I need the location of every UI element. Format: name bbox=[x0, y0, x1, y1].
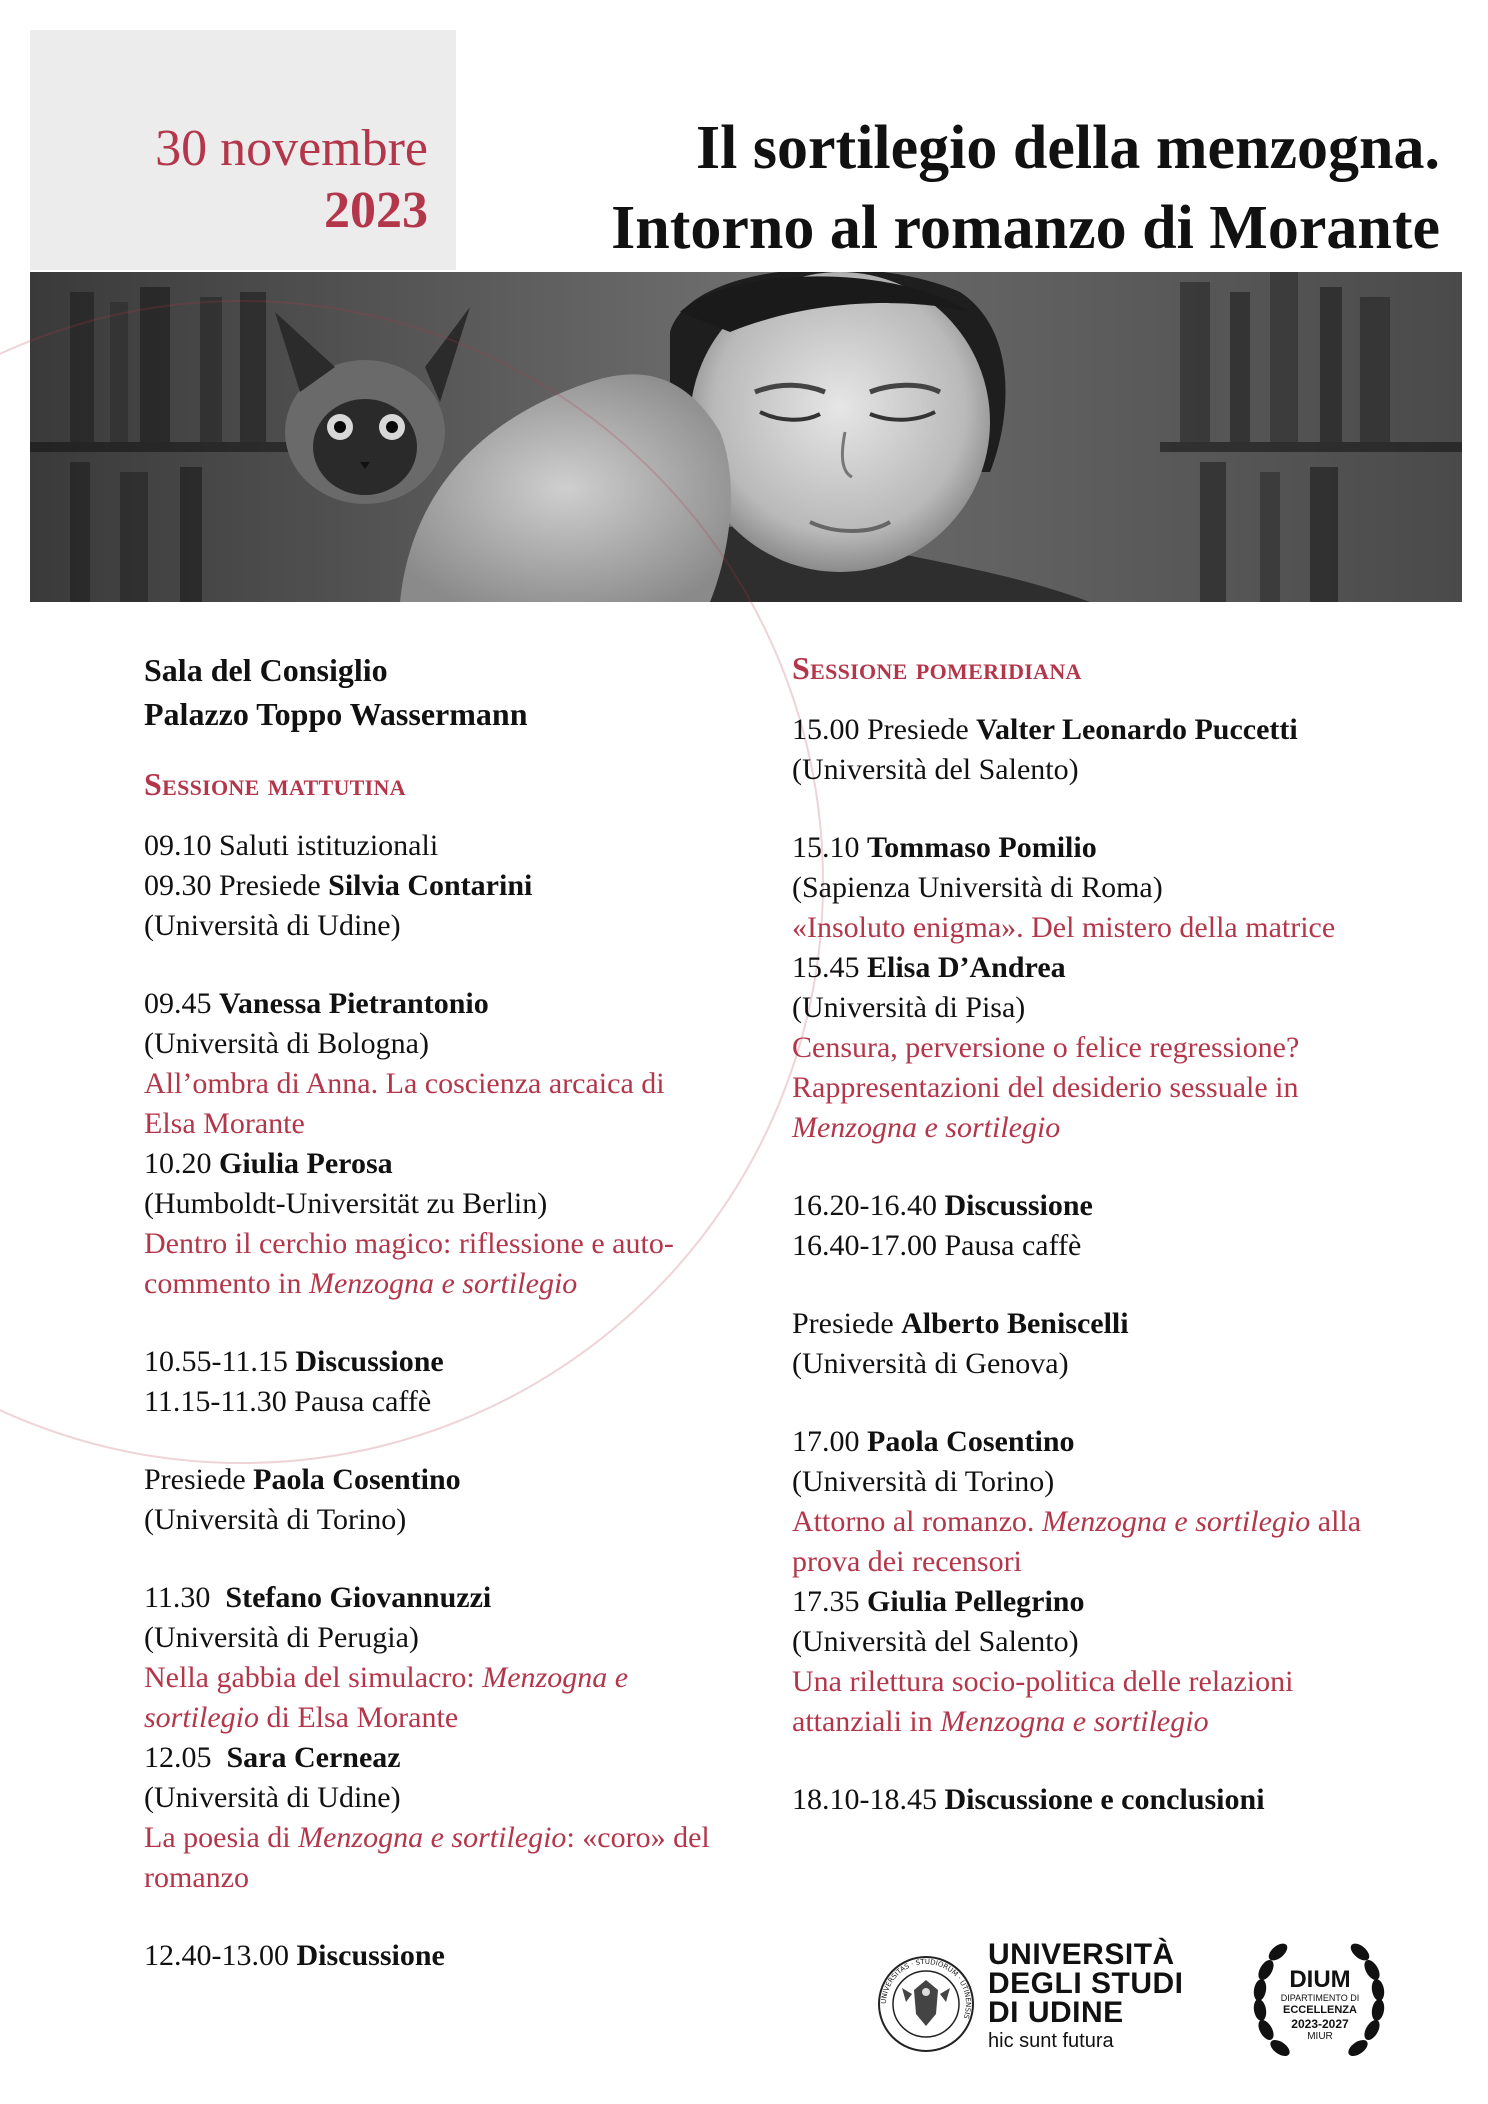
talk-entry bbox=[792, 948, 1392, 1148]
chair-entry bbox=[792, 1304, 1392, 1384]
logos-footer bbox=[876, 1930, 1456, 2080]
saluti-entry bbox=[144, 826, 714, 866]
chair-prefix: Presiede bbox=[144, 1463, 246, 1496]
morning-opening bbox=[144, 826, 714, 946]
discussion-time: 10.55-11.15 bbox=[144, 1345, 288, 1378]
event-date-day: 30 novembre bbox=[155, 120, 428, 177]
talk-title bbox=[792, 1502, 1392, 1582]
closing-block bbox=[792, 1780, 1392, 1820]
talk-title bbox=[792, 1662, 1392, 1742]
speaker-affiliation: (Humboldt-Universität zu Berlin) bbox=[144, 1187, 548, 1220]
talk-time: 10.20 bbox=[144, 1147, 212, 1180]
talk-title-text: Attorno al romanzo. bbox=[792, 1505, 1035, 1538]
closing-time: 18.10-18.45 bbox=[792, 1783, 937, 1816]
discussion-label: Discussione bbox=[295, 1345, 444, 1378]
chair-affiliation: (Università del Salento) bbox=[792, 753, 1079, 786]
talk-entry bbox=[144, 1144, 714, 1304]
photo-woman-with-cat bbox=[30, 272, 1462, 602]
talk-title-text: di Elsa Morante bbox=[266, 1701, 459, 1734]
discussion-block bbox=[144, 1936, 714, 1976]
afternoon-column bbox=[792, 648, 1392, 1820]
coffee-break-label: Pausa caffè bbox=[944, 1229, 1082, 1262]
seal-text: UNIVERSITAS · STUDIORUM · UTINENSIS bbox=[879, 1957, 973, 2020]
talk-title-text: alla prova dei recensori bbox=[792, 1505, 1362, 1578]
chair-prefix: Presiede bbox=[867, 713, 969, 746]
speaker-affiliation: (Università di Udine) bbox=[144, 1781, 401, 1814]
venue-building: Palazzo Toppo Wassermann bbox=[144, 696, 528, 732]
venue bbox=[144, 648, 714, 736]
speaker-affiliation: (Sapienza Università di Roma) bbox=[792, 871, 1163, 904]
talk-entry bbox=[144, 1738, 714, 1898]
header-photo bbox=[30, 272, 1462, 602]
talk-entry bbox=[792, 828, 1392, 948]
dium-name: DIUM bbox=[1289, 1966, 1351, 1993]
dium-years: 2023-2027 bbox=[1291, 2017, 1349, 2031]
chair-name: Valter Leonardo Puccetti bbox=[976, 713, 1298, 746]
talk-title-text: Dentro il cerchio magico: riflessione e auto-commento in bbox=[144, 1227, 674, 1300]
talk-title bbox=[144, 1818, 714, 1898]
talk-title: «Insoluto enigma». Del mistero della matrice bbox=[792, 911, 1336, 944]
break-block bbox=[792, 1186, 1392, 1266]
date-box bbox=[30, 30, 456, 270]
talk-time: 17.00 bbox=[792, 1425, 860, 1458]
talk-title bbox=[792, 1028, 1392, 1148]
talk-title-work: Menzogna e sortilegio bbox=[308, 1267, 578, 1300]
talk-title-work: Menzogna e sortilegio bbox=[144, 1661, 629, 1734]
chair-entry bbox=[144, 1460, 714, 1540]
talk-title-work: Menzogna e sortilegio bbox=[940, 1705, 1209, 1738]
speaker-name: Tommaso Pomilio bbox=[867, 831, 1097, 864]
saluti-text: Saluti istituzionali bbox=[219, 829, 439, 862]
talk-title bbox=[144, 1224, 714, 1304]
talk-time: 15.10 bbox=[792, 831, 860, 864]
talk-entry bbox=[144, 1578, 714, 1738]
coffee-break-time: 11.15-11.30 bbox=[144, 1385, 287, 1418]
speaker-affiliation: (Università di Torino) bbox=[792, 1465, 1055, 1498]
talk-time: 12.05 bbox=[144, 1741, 212, 1774]
speaker-name: Stefano Giovannuzzi bbox=[225, 1581, 492, 1614]
venue-room: Sala del Consiglio bbox=[144, 652, 388, 688]
morning-column bbox=[144, 648, 714, 1976]
talk-title: All’ombra di Anna. La coscienza arcaica di Elsa Morante bbox=[144, 1067, 665, 1140]
talk-title-work: Menzogna e sortilegio bbox=[298, 1821, 567, 1854]
talk-title-text: : «coro» del romanzo bbox=[144, 1821, 710, 1894]
chair-affiliation: (Università di Torino) bbox=[144, 1503, 407, 1536]
discussion-label: Discussione bbox=[296, 1939, 445, 1972]
speaker-name: Elisa D’Andrea bbox=[867, 951, 1066, 984]
talk-title-work: Menzogna e sortilegio bbox=[792, 1111, 1061, 1144]
talk-title-text: La poesia di bbox=[144, 1821, 291, 1854]
talk-entry bbox=[144, 984, 714, 1144]
talk-title-text: Censura, perversione o felice regressione? Rappresentazioni del desiderio sessuale in bbox=[792, 1031, 1300, 1104]
talk-title-text: Una rilettura socio-politica delle relazioni attanziali in bbox=[792, 1665, 1294, 1738]
speaker-affiliation: (Università di Bologna) bbox=[144, 1027, 429, 1060]
uni-motto: hic sunt futura bbox=[988, 2030, 1114, 2052]
speaker-name: Giulia Pellegrino bbox=[867, 1585, 1085, 1618]
speaker-affiliation: (Università di Perugia) bbox=[144, 1621, 419, 1654]
speaker-affiliation: (Università del Salento) bbox=[792, 1625, 1079, 1658]
chair-entry bbox=[144, 866, 714, 906]
chair-affiliation: (Università di Genova) bbox=[792, 1347, 1069, 1380]
talk-entry bbox=[792, 1422, 1392, 1582]
speaker-name: Paola Cosentino bbox=[867, 1425, 1075, 1458]
talk-title bbox=[144, 1658, 714, 1738]
chair-name: Silvia Contarini bbox=[328, 869, 533, 902]
dium-logo-text bbox=[1254, 1968, 1386, 2043]
dium-line-2: ECCELLENZA bbox=[1283, 2004, 1357, 2016]
talk-time: 11.30 bbox=[144, 1581, 211, 1614]
page-title bbox=[500, 108, 1440, 268]
chair-affiliation: (Università di Udine) bbox=[144, 909, 401, 942]
talk-time: 09.45 bbox=[144, 987, 212, 1020]
coffee-break-label: Pausa caffè bbox=[294, 1385, 432, 1418]
event-date bbox=[155, 118, 428, 242]
chair-prefix: Presiede bbox=[219, 869, 321, 902]
uni-line-1: UNIVERSITÀ bbox=[988, 1938, 1175, 1971]
talk-entry bbox=[792, 1582, 1392, 1742]
chair-entry bbox=[792, 710, 1392, 790]
uni-line-2: DEGLI STUDI bbox=[988, 1967, 1184, 2000]
title-line-1: Il sortilegio della menzogna. bbox=[696, 114, 1440, 182]
discussion-time: 16.20-16.40 bbox=[792, 1189, 937, 1222]
dium-miur: MIUR bbox=[1307, 2031, 1333, 2042]
speaker-affiliation: (Università di Pisa) bbox=[792, 991, 1026, 1024]
closing-label: Discussione e conclusioni bbox=[944, 1783, 1265, 1816]
talk-time: 15.45 bbox=[792, 951, 860, 984]
chair-prefix: Presiede bbox=[792, 1307, 894, 1340]
talk-title-text: Nella gabbia del simulacro: bbox=[144, 1661, 475, 1694]
saluti-time: 09.10 bbox=[144, 829, 212, 862]
break-block bbox=[144, 1342, 714, 1422]
afternoon-session-heading: Sessione pomeridiana bbox=[792, 650, 1082, 686]
discussion-label: Discussione bbox=[944, 1189, 1093, 1222]
dium-line-1: DIPARTIMENTO DI bbox=[1280, 1993, 1360, 2003]
title-line-2: Intorno al romanzo di Morante bbox=[611, 194, 1440, 262]
morning-session-heading: Sessione mattutina bbox=[144, 766, 406, 802]
talk-time: 17.35 bbox=[792, 1585, 860, 1618]
uni-line-3: DI UDINE bbox=[988, 1996, 1124, 2029]
talk-title-work: Menzogna e sortilegio bbox=[1041, 1505, 1311, 1538]
discussion-time: 12.40-13.00 bbox=[144, 1939, 289, 1972]
speaker-name: Giulia Perosa bbox=[219, 1147, 393, 1180]
speaker-name: Vanessa Pietrantonio bbox=[219, 987, 489, 1020]
event-date-year: 2023 bbox=[324, 182, 428, 239]
university-seal-icon bbox=[876, 1954, 976, 2054]
coffee-break-time: 16.40-17.00 bbox=[792, 1229, 937, 1262]
chair-name: Paola Cosentino bbox=[253, 1463, 461, 1496]
chair-time: 15.00 bbox=[792, 713, 860, 746]
university-logo-text bbox=[988, 1940, 1184, 2056]
chair-name: Alberto Beniscelli bbox=[901, 1307, 1129, 1340]
chair-time: 09.30 bbox=[144, 869, 212, 902]
speaker-name: Sara Cerneaz bbox=[226, 1741, 401, 1774]
